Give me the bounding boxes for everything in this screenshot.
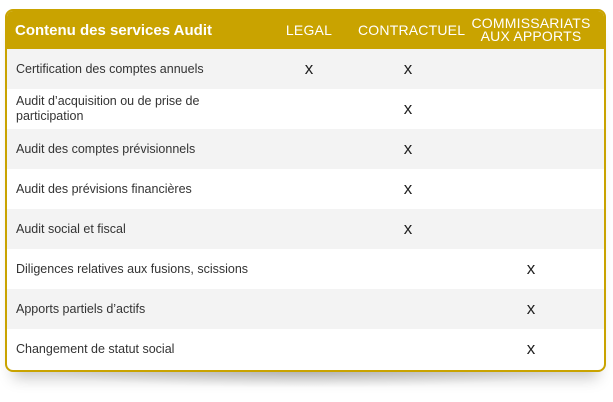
row-label: Audit des comptes prévisionnels bbox=[16, 141, 196, 156]
commissariats-mark: x bbox=[526, 299, 536, 318]
column-header-commissariats-line2: AUX APPORTS bbox=[480, 28, 582, 44]
table-title: Contenu des services Audit bbox=[15, 21, 212, 39]
contractuel-mark: x bbox=[403, 59, 413, 78]
card-shadow bbox=[40, 372, 572, 388]
table-body bbox=[7, 49, 604, 369]
table-row bbox=[7, 329, 604, 369]
table-row bbox=[7, 209, 604, 249]
commissariats-mark: x bbox=[526, 259, 536, 278]
row-label: Diligences relatives aux fusions, scissions bbox=[16, 261, 249, 276]
column-header-commissariats bbox=[458, 17, 604, 43]
contractuel-mark: x bbox=[403, 179, 413, 198]
table-row bbox=[7, 169, 604, 209]
table-header bbox=[7, 11, 604, 49]
table-row bbox=[7, 49, 604, 89]
row-label: Changement de statut social bbox=[16, 341, 175, 356]
audit-services-table bbox=[5, 9, 606, 372]
row-label: Audit social et fiscal bbox=[16, 221, 126, 236]
column-header-legal: LEGAL bbox=[285, 21, 333, 38]
table-row bbox=[7, 289, 604, 329]
table-row bbox=[7, 249, 604, 289]
column-header-contractuel: CONTRACTUEL bbox=[358, 21, 466, 38]
contractuel-mark: x bbox=[403, 139, 413, 158]
table-row bbox=[7, 129, 604, 169]
legal-mark: x bbox=[304, 59, 314, 78]
table-row bbox=[7, 89, 604, 129]
column-header-commissariats-line1: COMMISSARIATS bbox=[471, 15, 591, 31]
row-label: Audit d’acquisition ou de prise de participation bbox=[16, 94, 200, 123]
row-label: Audit des prévisions financières bbox=[16, 181, 192, 196]
row-label: Apports partiels d’actifs bbox=[16, 301, 146, 316]
contractuel-mark: x bbox=[403, 219, 413, 238]
row-label: Certification des comptes annuels bbox=[16, 61, 204, 76]
commissariats-mark: x bbox=[526, 339, 536, 358]
contractuel-mark: x bbox=[403, 99, 413, 118]
